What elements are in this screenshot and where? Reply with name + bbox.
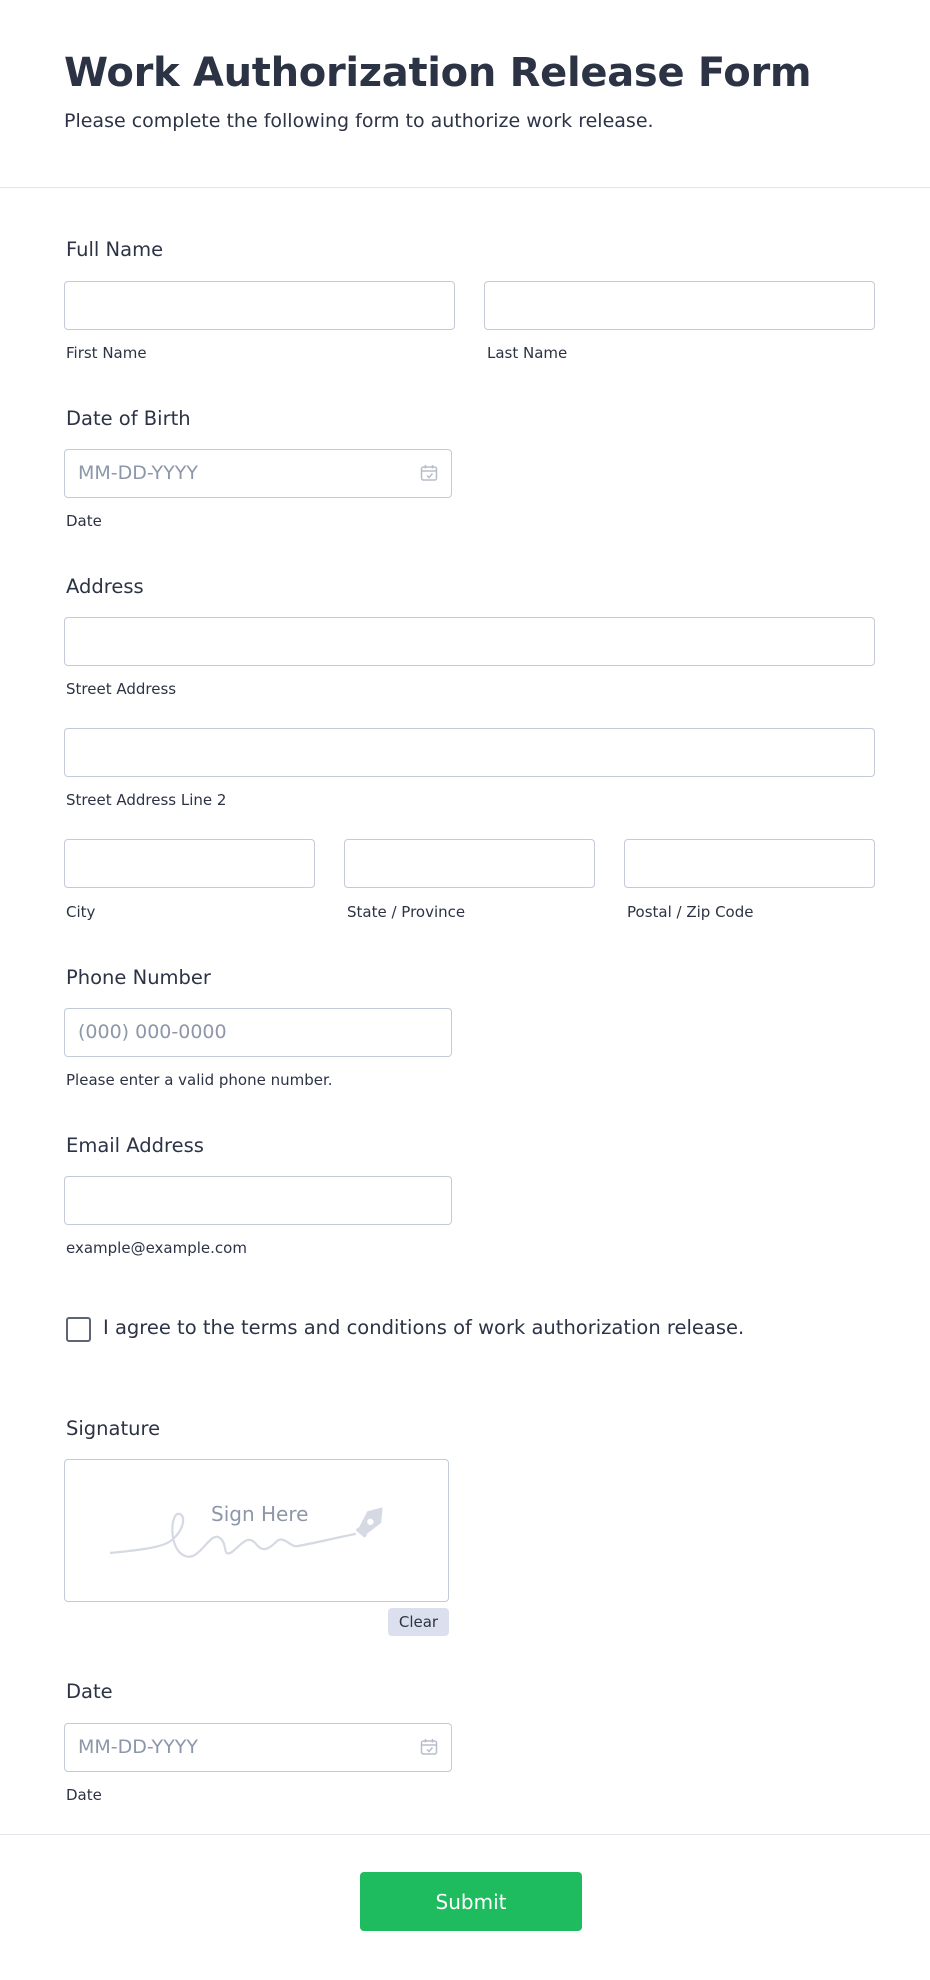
- street-address-line2-sublabel: Street Address Line 2: [66, 791, 227, 809]
- phone-input[interactable]: [64, 1008, 452, 1057]
- full-name-label: Full Name: [66, 238, 164, 261]
- first-name-sublabel: First Name: [66, 344, 147, 362]
- form-header: [0, 0, 930, 188]
- email-input[interactable]: [64, 1176, 452, 1225]
- form-subtitle: Please complete the following form to authorize work release.: [64, 110, 654, 132]
- signature-label: Signature: [66, 1417, 161, 1440]
- state-sublabel: State / Province: [347, 903, 466, 921]
- email-label: Email Address: [66, 1134, 204, 1157]
- last-name-sublabel: Last Name: [487, 344, 568, 362]
- address-label: Address: [66, 575, 144, 598]
- street-address-sublabel: Street Address: [66, 680, 177, 698]
- city-sublabel: City: [66, 903, 96, 921]
- phone-label: Phone Number: [66, 966, 211, 989]
- dob-placeholder: MM-DD-YYYY: [78, 462, 198, 484]
- submit-button[interactable]: Submit: [360, 1872, 582, 1931]
- agree-label: I agree to the terms and conditions of work authorization release.: [103, 1316, 745, 1339]
- street-address-input[interactable]: [64, 617, 875, 666]
- date-label: Date: [66, 1680, 113, 1703]
- email-sublabel: example@example.com: [66, 1239, 247, 1257]
- street-address-line2-input[interactable]: [64, 728, 875, 777]
- phone-sublabel: Please enter a valid phone number.: [66, 1071, 333, 1089]
- pen-nib-icon: [350, 1500, 392, 1542]
- form-title: Work Authorization Release Form: [64, 50, 812, 96]
- calendar-icon[interactable]: [419, 1737, 439, 1757]
- date-placeholder: MM-DD-YYYY: [78, 1736, 198, 1758]
- dob-sublabel: Date: [66, 512, 102, 530]
- first-name-input[interactable]: [64, 281, 455, 330]
- date-sublabel: Date: [66, 1786, 102, 1804]
- sign-here-text: Sign Here: [211, 1502, 309, 1526]
- phone-placeholder: (000) 000-0000: [78, 1021, 227, 1043]
- calendar-icon[interactable]: [419, 463, 439, 483]
- dob-label: Date of Birth: [66, 407, 191, 430]
- city-input[interactable]: [64, 839, 315, 888]
- state-input[interactable]: [344, 839, 595, 888]
- footer-divider: [0, 1834, 930, 1835]
- zip-input[interactable]: [624, 839, 875, 888]
- clear-signature-button[interactable]: Clear: [388, 1608, 449, 1636]
- dob-input[interactable]: [64, 449, 452, 498]
- agree-checkbox[interactable]: [66, 1317, 91, 1342]
- zip-sublabel: Postal / Zip Code: [627, 903, 754, 921]
- date-input[interactable]: [64, 1723, 452, 1772]
- signature-pad[interactable]: [64, 1459, 449, 1602]
- last-name-input[interactable]: [484, 281, 875, 330]
